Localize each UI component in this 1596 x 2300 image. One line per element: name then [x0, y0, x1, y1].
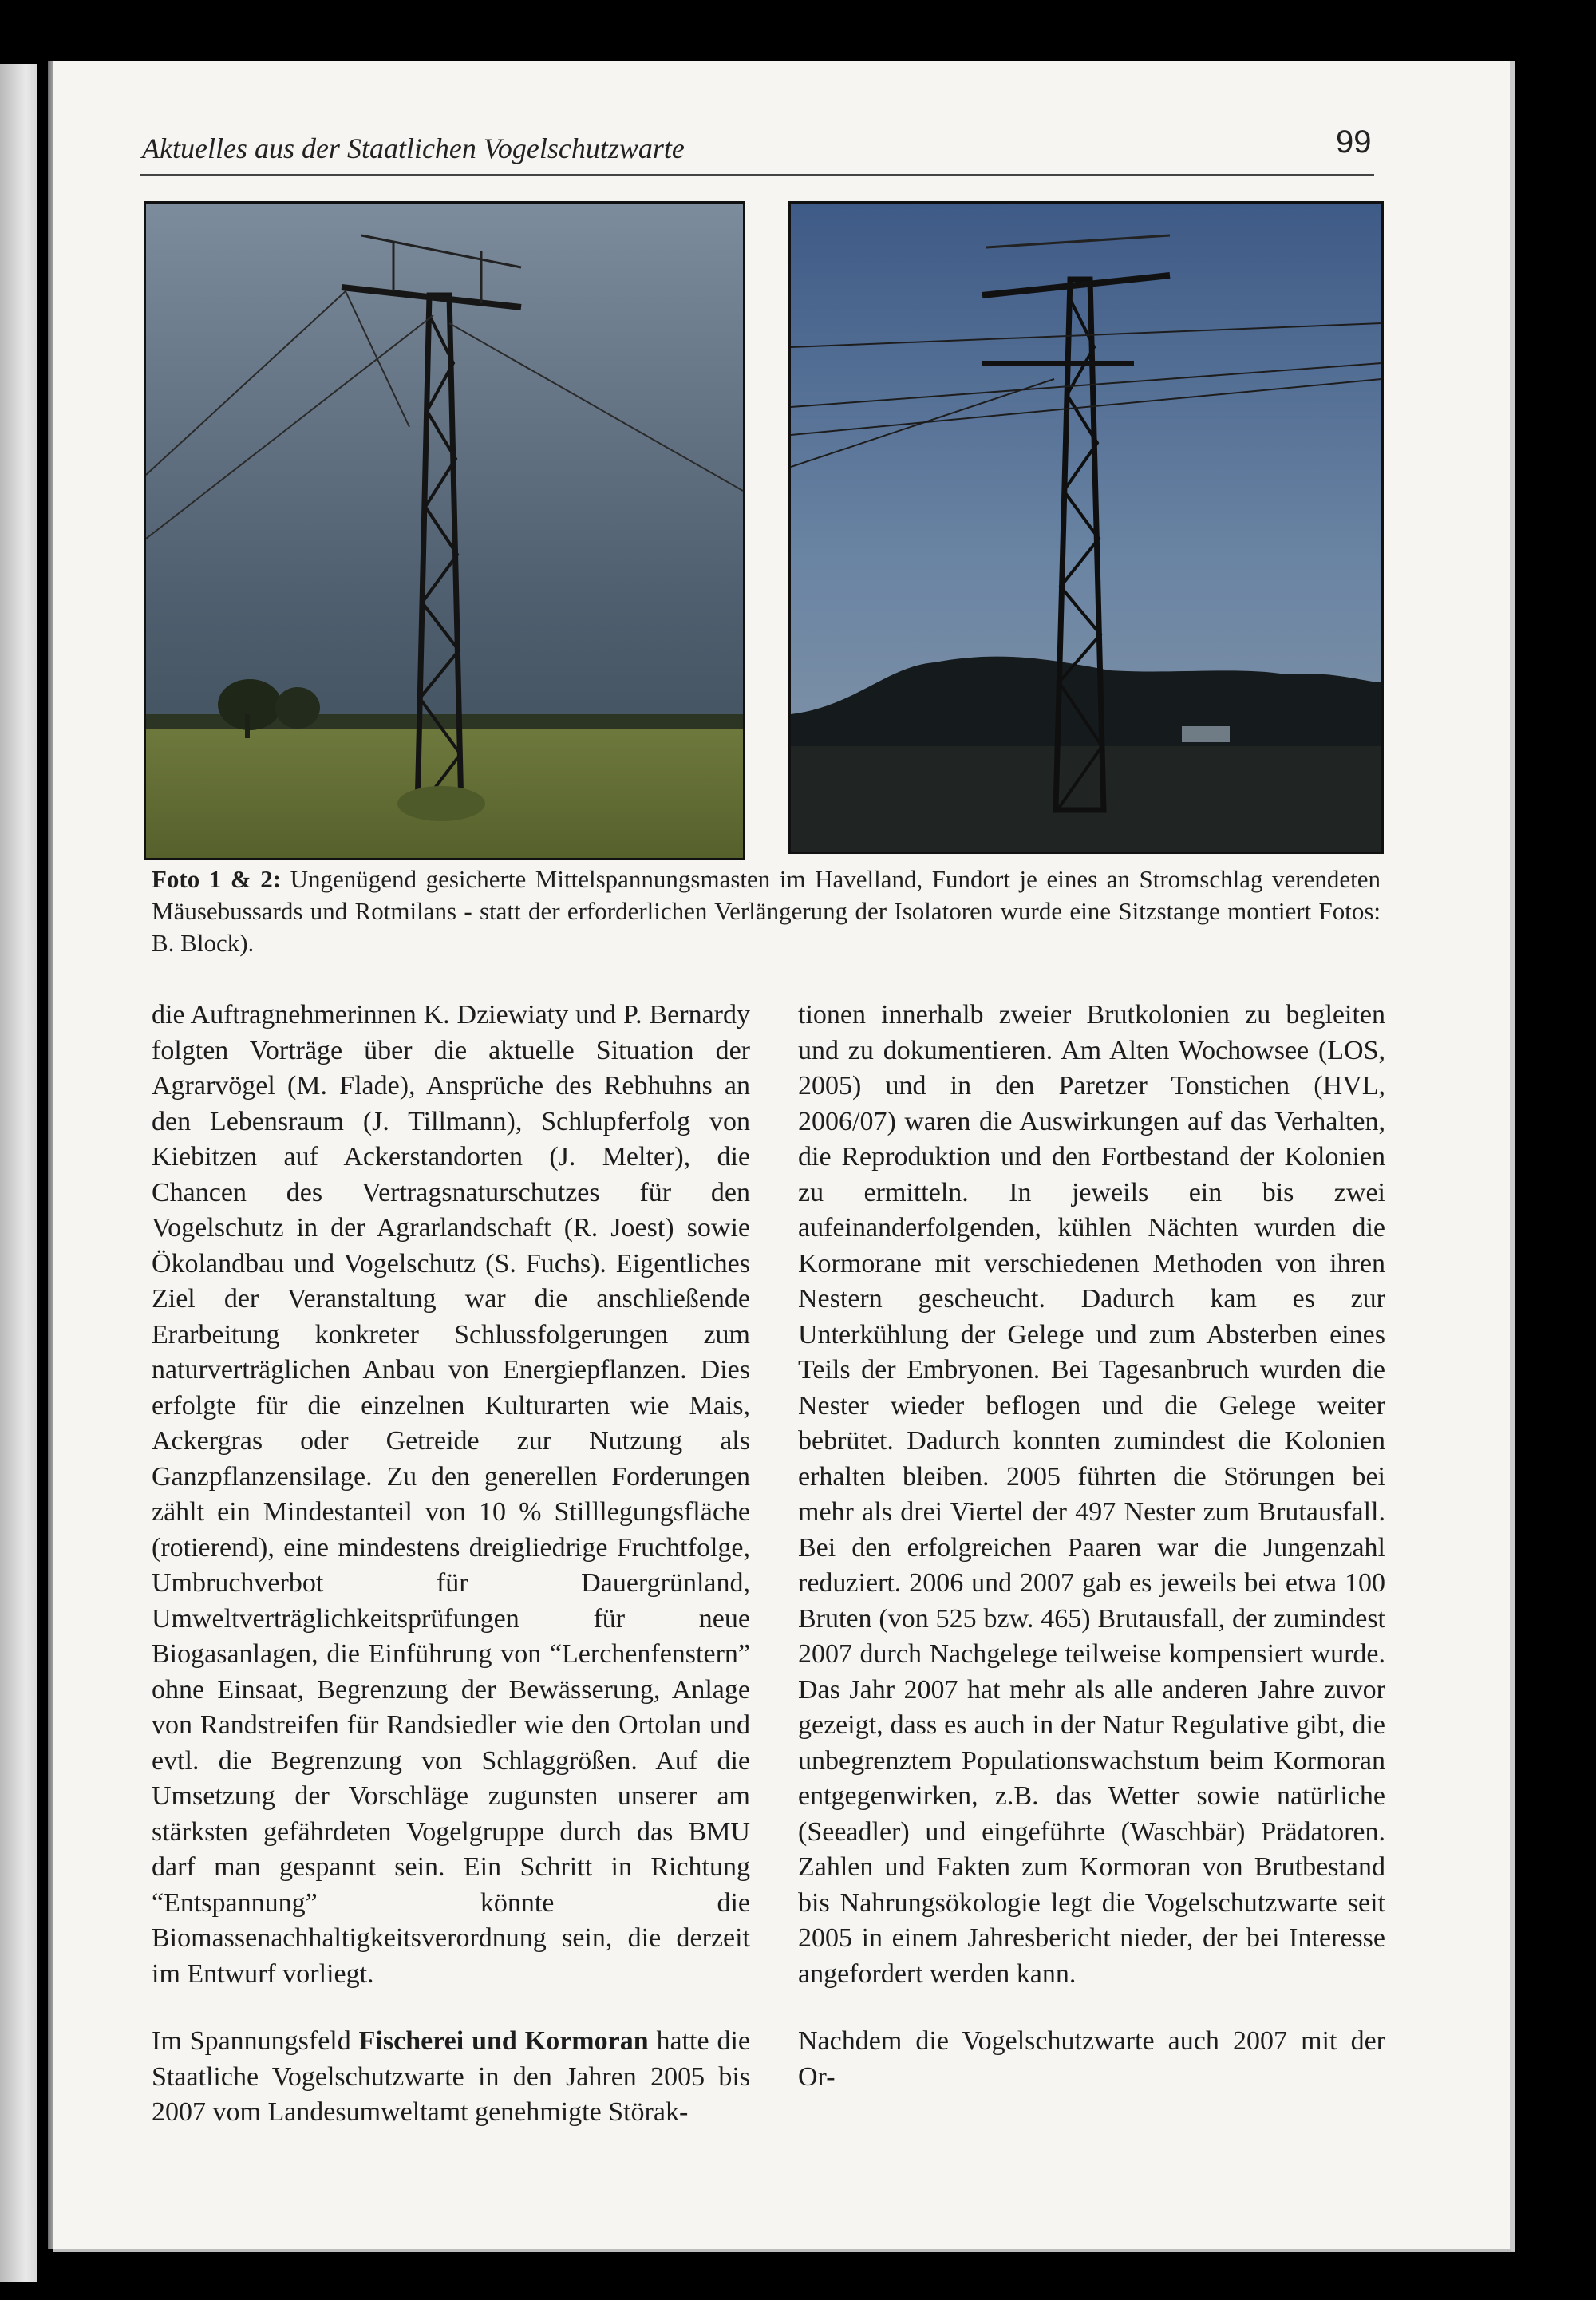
caption-text: Ungenügend gesicherte Mittelspannungsmasten im Havelland, Fundort je eines an Stromschlag verendeten Mäusebussards und Rotmilans - statt der erforderlichen Verlängerung der Isolatoren wurde eine Sitzstange montiert Fotos: B. Block).: [152, 865, 1381, 957]
section-keyword: Fischerei und Kormoran: [358, 2026, 649, 2056]
left-text-column: [152, 998, 750, 2131]
page-number: 99: [1336, 124, 1372, 160]
running-header-title: Aktuelles aus der Staatlichen Vogelschutzwarte: [142, 132, 685, 164]
photo-1-power-pylon: [144, 201, 745, 860]
left-column-paragraph-kormoran: [152, 2024, 750, 2131]
left-column-paragraph: die Auftragnehmerinnen K. Dziewiaty und P. Bernardy folgten Vorträge über die aktuelle Situation der Agrarvögel (M. Flade), Ansprüche des Rebhuhns an den Lebensraum (J. Tillmann), Schlupferfolg von Kiebitzen auf Ackerstandorten (J. Melter), die Chancen des Vertragsnaturschutzes für den Vogelschutz in der Agrarlandschaft (R. Joest) sowie Ökolandbau und Vogelschutz (S. Fuchs). Eigentliches Ziel der Veranstaltung war die anschließende Erarbeitung konkreter Schlussfolgerungen zum naturverträglichen Anbau von Energiepflanzen. Dies erfolgte für die einzelnen Kulturarten wie Mais, Ackergras oder Getreide zur Nutzung als Ganzpflanzensilage. Zu den generellen Forderungen zählt ein Mindestanteil von 10 % Stilllegungsfläche (rotierend), eine mindestens dreigliedrige Fruchtfolge, Umbruchverbot für Dauergrünland, Umweltverträglichkeitsprüfungen für neue Biogasanlagen, die Einführung von “Lerchenfenstern” ohne Einsaat, Begrenzung der Bewässerung, Anlage von Randstreifen für Randsiedler wie den Ortolan und evtl. die Begrenzung von Schlaggrößen. Auf die Umsetzung der Vorschläge zugunsten unserer am stärksten gefährdeten Vogelgruppe durch das BMU darf man gespannt sein. Ein Schritt in Richtung “Entspannung” könnte die Biomassenachhaltigkeitsverordnung sein, die derzeit im Entwurf vorliegt.: [152, 1000, 750, 1989]
right-column-paragraph-continued: Nachdem die Vogelschutzwarte auch 2007 mit der Or-: [798, 2026, 1385, 2092]
paragraph-lead-text: Im Spannungsfeld: [152, 2026, 351, 2056]
right-column-paragraph: tionen innerhalb zweier Brutkolonien zu begleiten und zu dokumentieren. Am Alten Wochowsee (LOS, 2005) und in den Paretzer Tonstichen (HVL, 2006/07) waren die Auswirkungen auf das Verhalten, die Reproduktion und den Fortbestand der Kolonien zu ermitteln. In jeweils ein bis zwei aufeinanderfolgenden, kühlen Nächten wurden die Kormorane mit verschiedenen Methoden von ihren Nestern gescheucht. Dadurch kam es zur Unterkühlung der Gelege und zum Absterben eines Teils der Embryonen. Bei Tagesanbruch wurden die Nester wieder beflogen und die Gelege weiter bebrütet. Dadurch konnten zumindest die Kolonien erhalten bleiben. 2005 führten die Störungen bei mehr als drei Viertel der 497 Nester zum Brutausfall. Bei den erfolgreichen Paaren war die Jungenzahl reduziert. 2006 und 2007 gab es jeweils bei etwa 100 Bruten (von 525 bzw. 465) Brutausfall, der zumindest 2007 durch Nachgelege teilweise kompensiert wurde. Das Jahr 2007 hat mehr als alle anderen Jahre zuvor gezeigt, dass es auch in der Natur Regulative gibt, die unbegrenztem Populationswachstum beim Kormoran entgegenwirken, z.B. das Wetter sowie natürliche (Seeadler) und eingeführte (Waschbär) Prädatoren. Zahlen und Fakten zum Kormoran von Brutbestand bis Nahrungsökologie legt die Vogelschutzwarte seit 2005 in einem Jahresbericht nieder, der bei Interesse angefordert werden kann.: [798, 1000, 1385, 1989]
caption-label: Foto 1 & 2:: [152, 865, 282, 893]
photo-1-image: [146, 204, 743, 858]
right-text-column: [798, 998, 1385, 2095]
photo-caption: [152, 863, 1381, 959]
adjacent-page-edge: [0, 64, 37, 2282]
header-rule: [140, 174, 1374, 176]
paragraph-continued-text: hatte die Staatliche Vogelschutzwarte in den Jahren 2005 bis 2007 vom Landesumweltamt genehmigte Störak-: [152, 2026, 751, 2127]
photo-2-power-pylon: [788, 201, 1384, 854]
photo-2-image: [791, 204, 1381, 852]
